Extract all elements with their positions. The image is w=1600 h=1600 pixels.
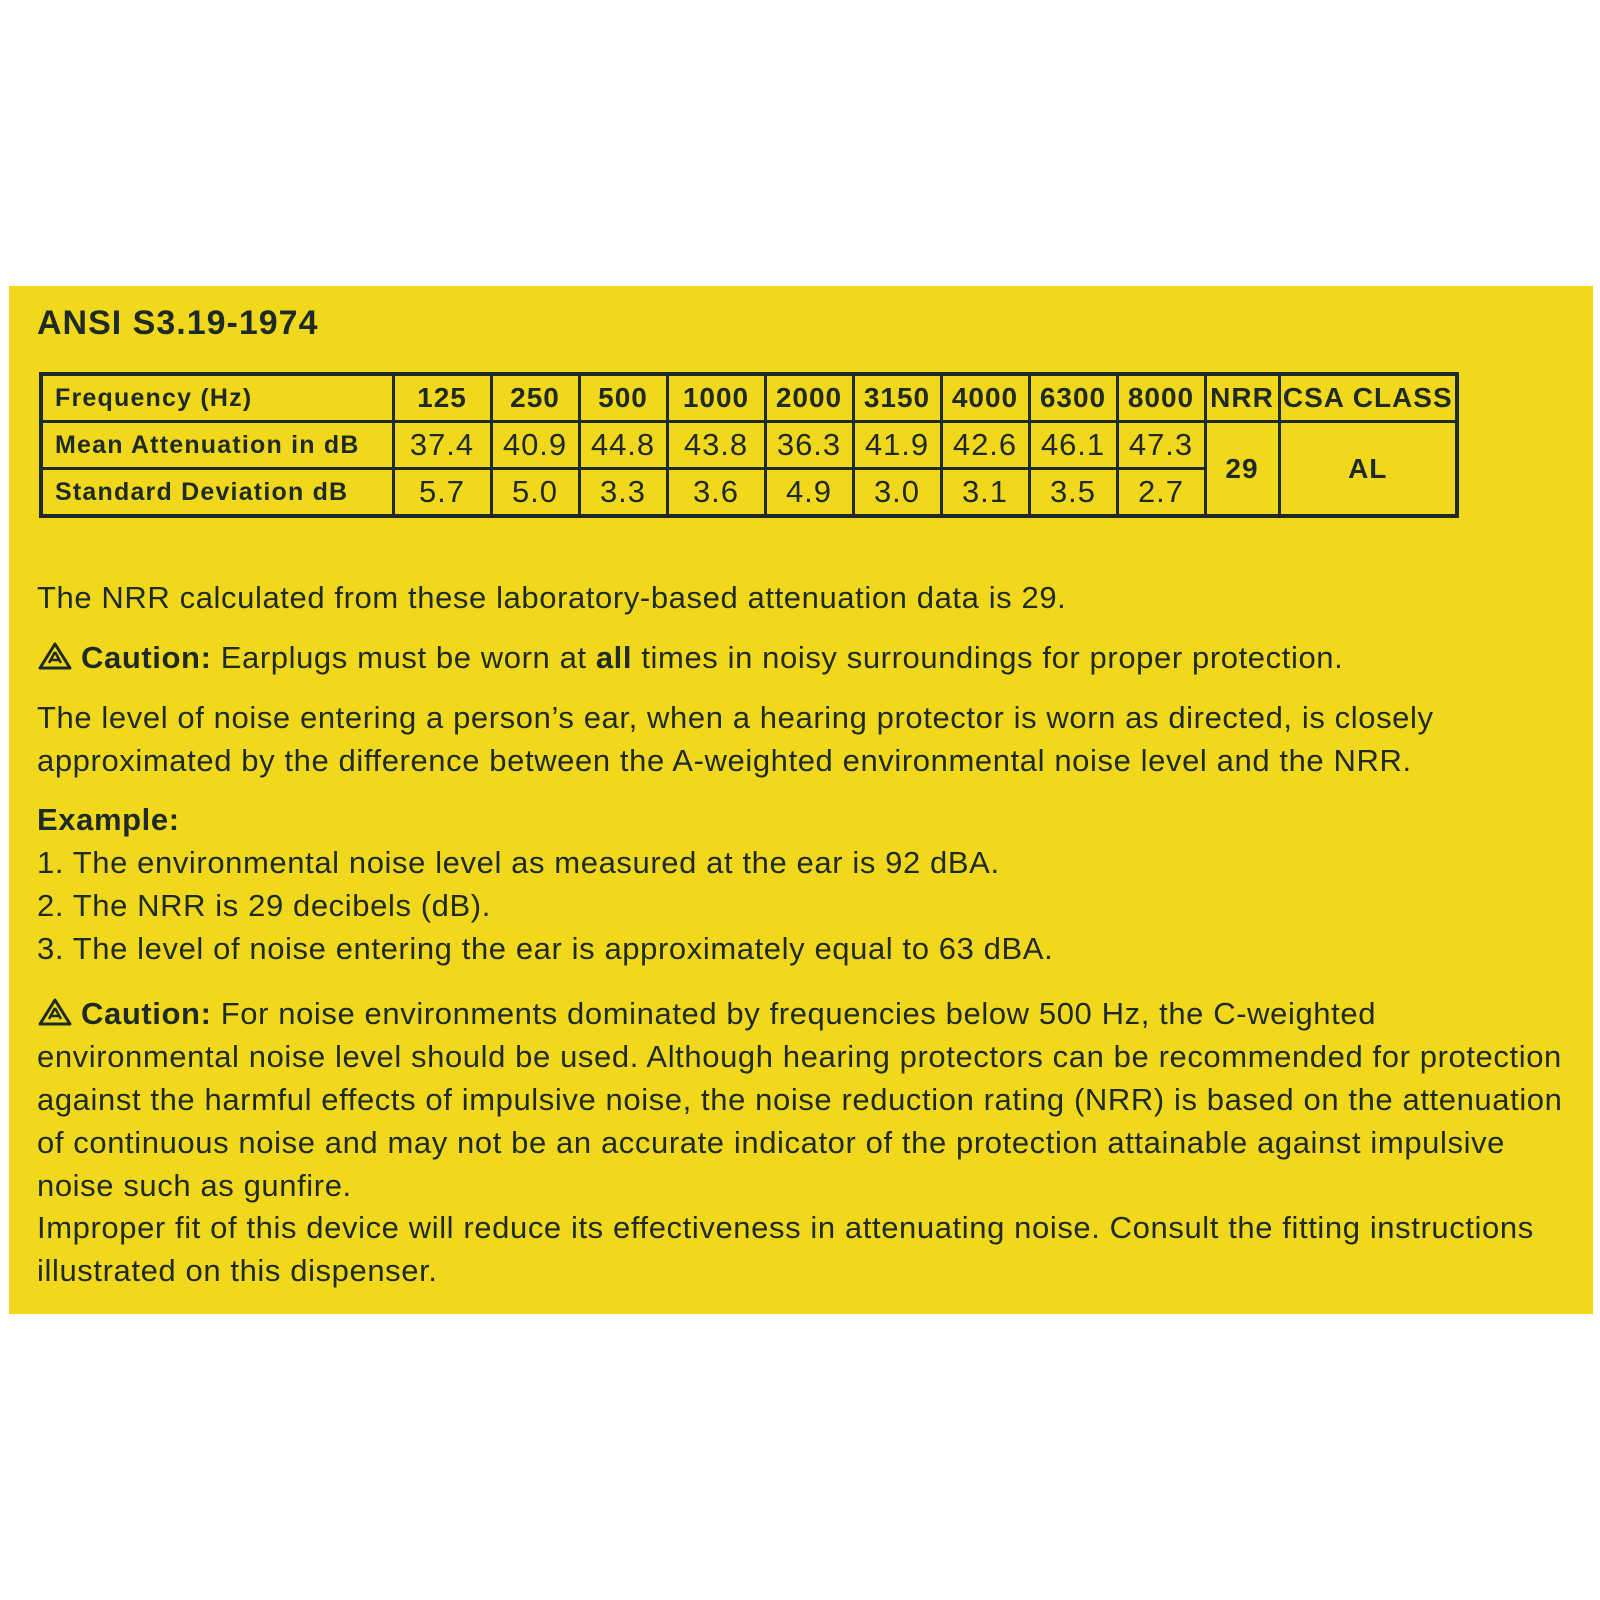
standard-deviation-cell: 3.1 xyxy=(941,469,1029,517)
caution-label: Caution: xyxy=(81,996,212,1031)
mean-attenuation-cell: 46.1 xyxy=(1029,422,1117,469)
example-section xyxy=(37,798,1573,970)
caution-label: Caution: xyxy=(81,640,212,675)
standard-deviation-cell: 3.3 xyxy=(579,469,667,517)
standard-deviation-cell: 2.7 xyxy=(1117,469,1205,517)
mean-attenuation-cell: 37.4 xyxy=(393,422,491,469)
warning-triangle-icon xyxy=(37,641,73,671)
example-heading: Example: xyxy=(37,802,180,837)
standard-deviation-label: Standard Deviation dB xyxy=(41,469,393,517)
mean-attenuation-cell: 42.6 xyxy=(941,422,1029,469)
mean-attenuation-cell: 41.9 xyxy=(853,422,941,469)
frequency-cell: 3150 xyxy=(853,374,941,422)
attenuation-table xyxy=(39,372,1459,518)
csa-class-header: CSA CLASS xyxy=(1279,374,1457,422)
mean-attenuation-label: Mean Attenuation in dB xyxy=(41,422,393,469)
frequency-cell: 125 xyxy=(393,374,491,422)
frequency-row-label: Frequency (Hz) xyxy=(41,374,393,422)
standard-deviation-cell: 3.0 xyxy=(853,469,941,517)
mean-attenuation-cell: 44.8 xyxy=(579,422,667,469)
noise-level-paragraph: The level of noise entering a person’s ear, when a hearing protector is worn as directed, is closely approximated by the difference between the A-weighted environmental noise level and the NRR. xyxy=(37,700,1434,778)
caution-text: Earplugs must be worn at xyxy=(211,640,596,675)
caution-text: For noise environments dominated by frequencies below 500 Hz, the C-weighted environmental noise level should be used. Although hearing protectors can be recommended for protection against the harmful effects of impulsive noise, the noise reduction rating (NRR) is based on the attenuation of continuous noise and may not be an accurate indicator of the protection attainable against impulsive noise such as gunfire. xyxy=(37,996,1563,1203)
nrr-header: NRR xyxy=(1205,374,1279,422)
caution-text: times in noisy surroundings for proper protection. xyxy=(632,640,1344,675)
nrr-statement: The NRR calculated from these laboratory-based attenuation data is 29. xyxy=(37,580,1067,615)
standard-deviation-cell: 4.9 xyxy=(765,469,853,517)
mean-attenuation-cell: 40.9 xyxy=(491,422,579,469)
warning-triangle-icon xyxy=(37,997,73,1027)
example-item: 2. The NRR is 29 decibels (dB). xyxy=(37,888,491,923)
mean-attenuation-row xyxy=(41,422,1457,469)
mean-attenuation-cell: 43.8 xyxy=(667,422,765,469)
frequency-cell: 4000 xyxy=(941,374,1029,422)
standard-deviation-cell: 5.7 xyxy=(393,469,491,517)
frequency-cell: 1000 xyxy=(667,374,765,422)
standard-title: ANSI S3.19-1974 xyxy=(37,304,319,342)
standard-deviation-cell: 5.0 xyxy=(491,469,579,517)
frequency-cell: 6300 xyxy=(1029,374,1117,422)
standard-deviation-cell: 3.5 xyxy=(1029,469,1117,517)
mean-attenuation-cell: 47.3 xyxy=(1117,422,1205,469)
caution-earplugs xyxy=(37,636,1573,679)
label-card xyxy=(9,286,1593,1314)
standard-deviation-cell: 3.6 xyxy=(667,469,765,517)
frequency-cell: 500 xyxy=(579,374,667,422)
example-item: 1. The environmental noise level as measured at the ear is 92 dBA. xyxy=(37,845,1000,880)
frequency-cell: 2000 xyxy=(765,374,853,422)
caution-emphasis: all xyxy=(595,640,633,675)
frequency-cell: 8000 xyxy=(1117,374,1205,422)
frequency-row xyxy=(41,374,1457,422)
frequency-cell: 250 xyxy=(491,374,579,422)
nrr-value: 29 xyxy=(1205,422,1279,517)
caution-low-frequency xyxy=(37,992,1573,1207)
csa-class-value: AL xyxy=(1279,422,1457,517)
improper-fit-paragraph: Improper fit of this device will reduce its effectiveness in attenuating noise. Consult the fitting instructions illustrated on this dispenser. xyxy=(37,1210,1534,1288)
mean-attenuation-cell: 36.3 xyxy=(765,422,853,469)
example-item: 3. The level of noise entering the ear is approximately equal to 63 dBA. xyxy=(37,931,1054,966)
